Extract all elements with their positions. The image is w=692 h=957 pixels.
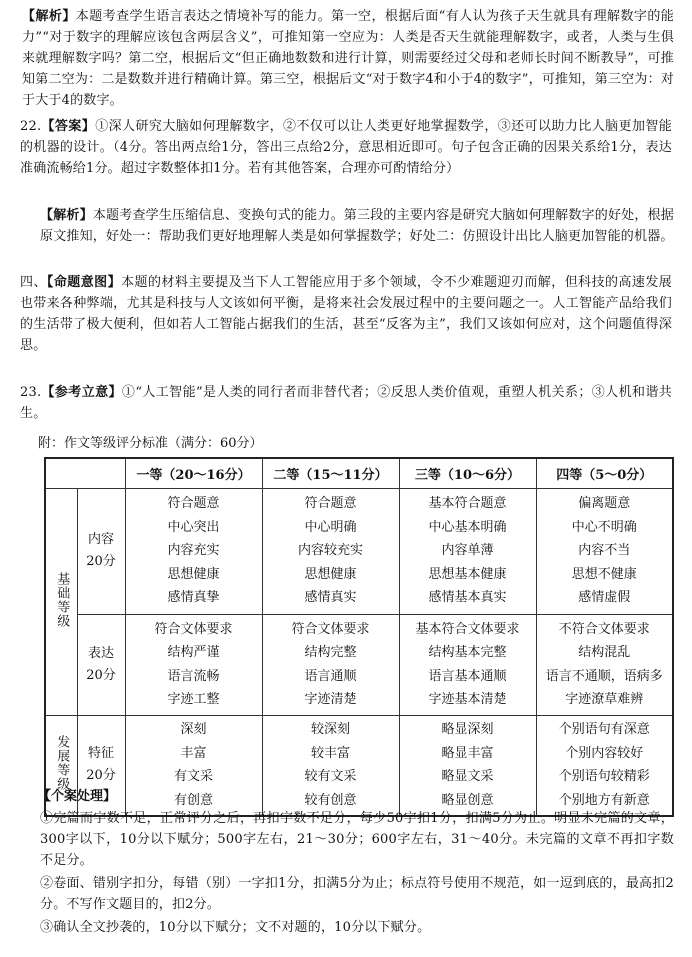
header-grade-1: 一等（20～16分）	[125, 458, 262, 488]
cell-feature-grade-4	[536, 715, 673, 816]
cell-line: 语言基本通顺	[428, 668, 507, 684]
header-grade-4: 四等（5～0分）	[536, 458, 673, 488]
table-header-row	[45, 458, 673, 488]
cell-line: 符合文体要求	[291, 621, 370, 637]
cell-line: 思想健康	[304, 566, 357, 582]
cell-line: 中心明确	[304, 519, 357, 535]
cell-feature-grade-2	[262, 715, 399, 816]
cell-line: 个别地方有新意	[558, 792, 650, 808]
reference-tag: 【参考立意】	[41, 385, 122, 400]
section-four-paragraph	[20, 272, 672, 356]
cell-line: 语言不通顺，语病多	[545, 668, 663, 684]
cell-line: 中心基本明确	[428, 519, 507, 535]
cell-line: 基本符合文体要求	[415, 621, 520, 637]
cell-expression-grade-2	[262, 614, 399, 715]
table-row-feature	[45, 715, 673, 816]
row-label-feature: 特征 20分	[77, 715, 125, 816]
analysis-tag: 【解析】	[40, 208, 93, 223]
grading-table	[44, 457, 674, 817]
group-label-basic: 基础等级	[45, 488, 77, 715]
cell-line: 较有文采	[304, 769, 357, 785]
cell-line: 感情真实	[304, 590, 357, 606]
case-item-2: ②卷面、错别字扣分，每错（别）一字扣1分，扣满5分为止；标点符号使用不规范，如一逗到底的，最高扣2分。不写作文题目的，扣2分。	[40, 876, 674, 912]
cell-line: 字迹潦草难辨	[565, 692, 644, 707]
case-item-1: ①完篇而字数不足，正常评分之后，再扣字数不足分，每少50字扣1分，扣满5分为止。明显未完篇的文章，300字以下，10分以下赋分；500字左右，21～30分；600字左右，31～40分。未完篇的文章不再扣字数不足分。	[40, 811, 674, 868]
cell-line: 思想不健康	[571, 566, 637, 582]
cell-line: 感情虚假	[578, 590, 631, 606]
cell-line: 内容较充实	[297, 543, 363, 559]
cell-line: 思想健康	[167, 566, 220, 582]
cell-line: 深刻	[180, 722, 207, 738]
header-grade-3: 三等（10～6分）	[399, 458, 536, 488]
intent-tag: 【命题意图】	[46, 275, 122, 290]
answer-text: ①深人研究大脑如何理解数字，②不仅可以让人类更好地掌握数学，③还可以助力比人脑更加智能的机器的设计。（4分。答出两点给1分，答出三点给2分，意思相近即可。句子包含正确的因果关系给1分，表达准确流畅给1分。超过字数整体扣1分。若有其他答案，合理亦可酌情给分）	[20, 119, 672, 176]
row-label-expression: 表达 20分	[77, 614, 125, 715]
cell-feature-grade-3	[399, 715, 536, 816]
cell-line: 符合题意	[304, 496, 357, 512]
cell-line: 内容单薄	[441, 543, 494, 559]
cell-line: 语言流畅	[167, 668, 220, 684]
row-label-content: 内容 20分	[77, 488, 125, 614]
table-caption: 附：作文等级评分标准（满分：60分）	[38, 436, 263, 451]
cell-feature-grade-1	[125, 715, 262, 816]
cell-line: 有文采	[173, 769, 213, 785]
answer-paragraph-22	[20, 116, 672, 179]
cell-line: 略显丰富	[441, 745, 494, 761]
cell-line: 感情真挚	[167, 590, 220, 606]
header-corner	[45, 458, 125, 488]
cell-line: 略显创意	[441, 792, 494, 808]
table-row-content	[45, 488, 673, 614]
section-number: 四、	[20, 275, 47, 290]
question-number: 22.	[20, 119, 42, 134]
analysis-paragraph-22	[40, 205, 674, 247]
cell-line: 略显深刻	[441, 722, 494, 738]
analysis-paragraph-21	[22, 6, 674, 111]
analysis-text: 本题考查学生压缩信息、变换句式的能力。第三段的主要内容是研究大脑如何理解数字的好处，根据原文推知，好处一：帮助我们更好地理解人类是如何掌握数学；好处二：仿照设计出比人脑更加智能的机器。	[40, 208, 674, 244]
cell-line: 基本符合题意	[428, 496, 507, 512]
cell-content-grade-4	[536, 488, 673, 614]
cell-line: 个别语句有深意	[558, 722, 650, 738]
cell-line: 较有创意	[304, 792, 357, 808]
cell-line: 结构基本完整	[428, 645, 507, 660]
cell-line: 中心突出	[167, 519, 220, 535]
cell-line: 较丰富	[310, 745, 350, 761]
header-grade-2: 二等（15～11分）	[262, 458, 399, 488]
cell-line: 字迹工整	[167, 692, 220, 707]
cell-expression-grade-3	[399, 614, 536, 715]
cell-line: 符合题意	[167, 496, 220, 512]
cell-line: 内容不当	[578, 543, 631, 559]
cell-line: 不符合文体要求	[558, 621, 650, 637]
reference-text: ①“人工智能”是人类的同行者而非替代者；②反思人类价值观，重塑人机关系；③人机和谐共生。	[20, 385, 672, 421]
cell-line: 有创意	[173, 792, 213, 808]
table-row-expression	[45, 614, 673, 715]
cell-line: 内容充实	[167, 543, 220, 559]
cell-line: 个别内容较好	[565, 745, 644, 761]
cell-line: 结构严谨	[167, 645, 220, 660]
reference-paragraph-23	[20, 382, 672, 424]
cell-line: 语言通顺	[304, 668, 357, 684]
intent-text: 本题的材料主要提及当下人工智能应用于多个领域，令不少难题迎刃而解，但科技的高速发展也带来各种弊端，尤其是科技与人文该如何平衡，是将来社会发展过程中的主要问题之一。人工智能产品给我们的生活带了极大便利，但如若人工智能占据我们的生活，甚至“反客为主”，我们又该如何应对，这个问题值得深思。	[20, 275, 673, 353]
cell-content-grade-2	[262, 488, 399, 614]
case-handling-title: 【个案处理】	[38, 789, 117, 804]
cell-line: 符合文体要求	[154, 621, 233, 637]
analysis-text: 本题考查学生语言表达之情境补写的能力。第一空，根据后面“有人认为孩子天生就具有理解数字的能力”“对于数字的理解应该包含两层含义”，可推知第一空应为：人类是否天生就能理解数字，或者，人类与生俱来就理解数字吗？第二空，根据后文“但正确地数数和进行计算，则需要经过父母和老师长时间不断教导”，可推知第二空为：二是数数并进行精确计算。第三空，根据后文“对于数字4和小于4的数字”，可推知，第三空为：对于大于4的数字。	[22, 9, 674, 108]
cell-line: 字迹基本清楚	[428, 692, 507, 707]
cell-line: 丰富	[180, 745, 207, 761]
cell-line: 个别语句较精彩	[558, 769, 650, 785]
cell-line: 结构完整	[304, 645, 357, 660]
cell-expression-grade-1	[125, 614, 262, 715]
cell-line: 结构混乱	[578, 645, 631, 660]
cell-content-grade-1	[125, 488, 262, 614]
cell-line: 感情基本真实	[428, 590, 507, 606]
cell-expression-grade-4	[536, 614, 673, 715]
cell-line: 偏离题意	[578, 496, 631, 512]
cell-content-grade-3	[399, 488, 536, 614]
cell-line: 思想基本健康	[428, 566, 507, 582]
cell-line: 较深刻	[310, 722, 350, 738]
cell-line: 略显文采	[441, 769, 494, 785]
cell-line: 字迹清楚	[304, 692, 357, 707]
group-label-development: 发展等级	[45, 715, 77, 816]
answer-tag: 【答案】	[41, 119, 96, 134]
cell-line: 中心不明确	[571, 519, 637, 535]
question-number: 23.	[20, 385, 42, 400]
case-item-3: ③确认全文抄袭的，10分以下赋分；文不对题的，10分以下赋分。	[40, 920, 431, 935]
analysis-tag: 【解析】	[22, 9, 76, 24]
